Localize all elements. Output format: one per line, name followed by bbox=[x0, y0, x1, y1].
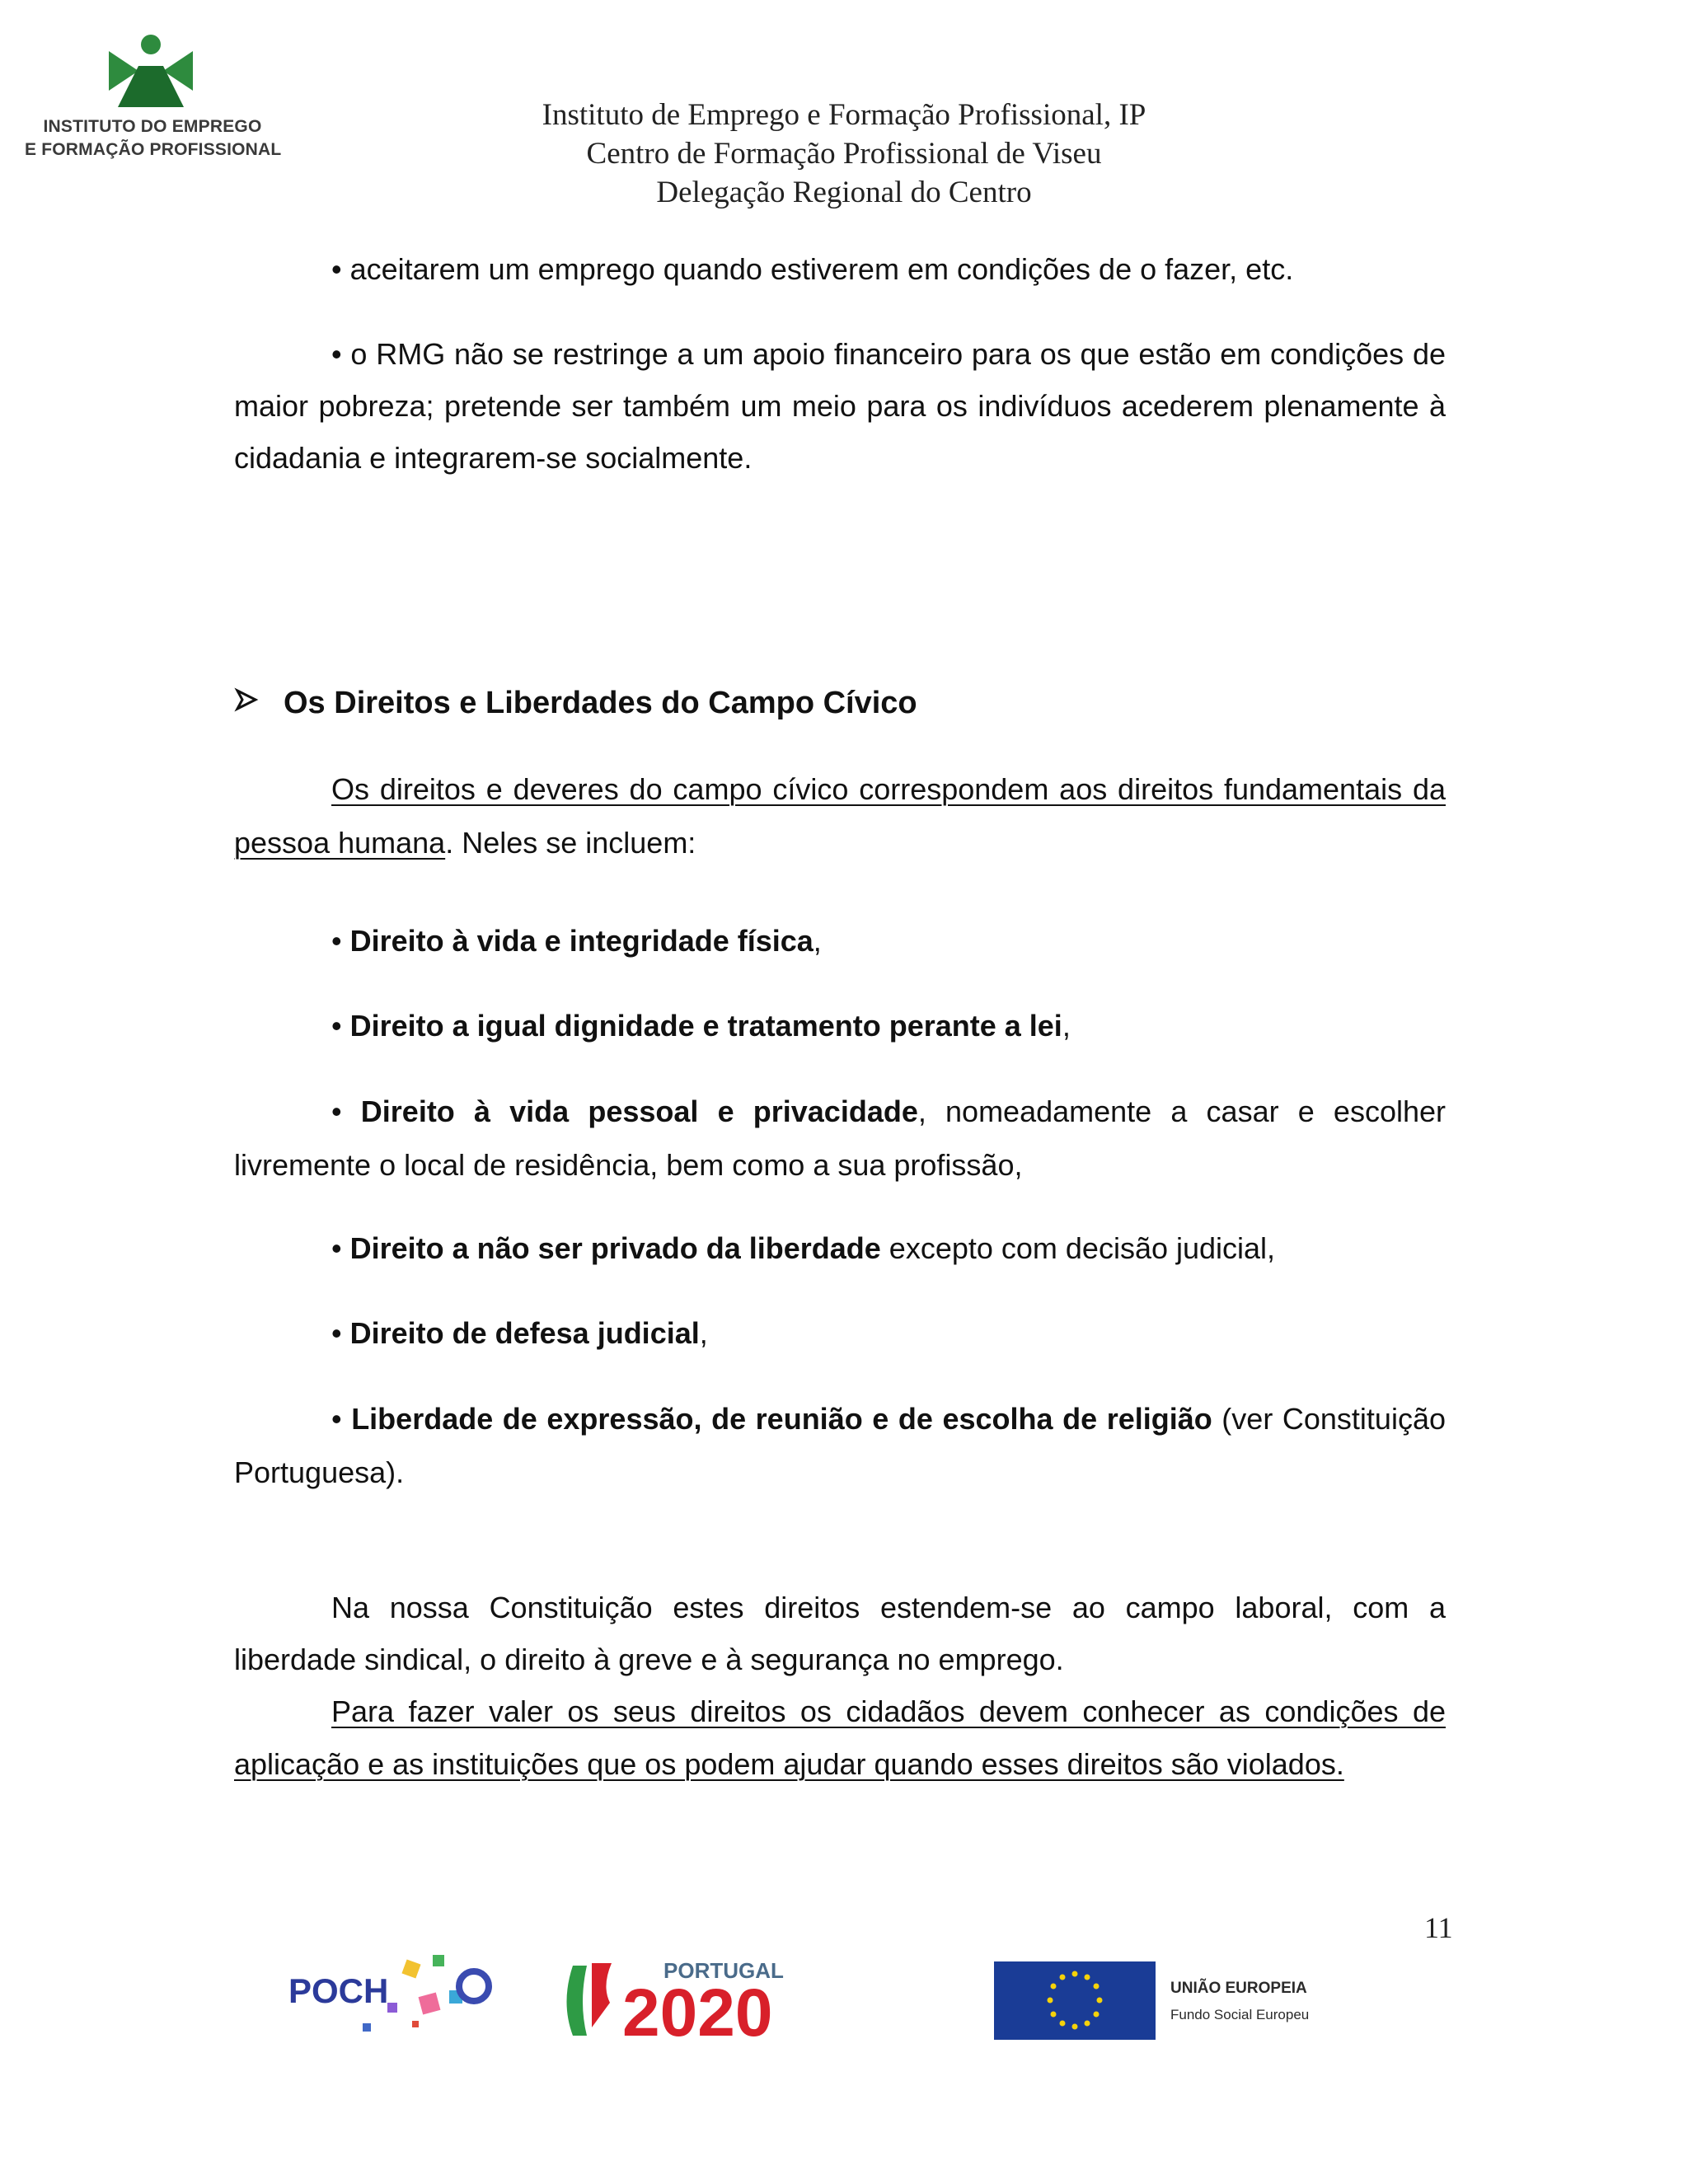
document-header bbox=[0, 96, 1688, 212]
paragraph-intro bbox=[234, 762, 1446, 869]
right-rest: excepto com decisão judicial, bbox=[880, 1231, 1276, 1265]
right-rest: , bbox=[699, 1316, 708, 1350]
section-heading bbox=[234, 677, 1446, 729]
document-body bbox=[234, 243, 1446, 1791]
intro-rest: . Neles se incluem: bbox=[445, 826, 696, 860]
poch-logo bbox=[288, 1955, 489, 2032]
section-title: Os Direitos e Liberdades do Campo Cívico bbox=[284, 686, 917, 720]
arrow-bullet-icon bbox=[234, 677, 284, 729]
right-title: Direito à vida pessoal e privacidade bbox=[360, 1094, 918, 1128]
right-item: • Liberdade de expressão, de reunião e de escolha de religião (ver Constituição Portuguesa). bbox=[234, 1402, 1446, 1489]
footer-logos bbox=[288, 1945, 1352, 2052]
portugal-year: 2020 bbox=[622, 1975, 773, 2050]
eu-label: UNIÃO EUROPEIA bbox=[1170, 1980, 1307, 1997]
logo-line-2: E FORMAÇÃO PROFISSIONAL bbox=[25, 140, 282, 159]
poch-text: POCH bbox=[288, 1971, 389, 2010]
right-title: Direito a igual dignidade e tratamento perante a lei bbox=[349, 1009, 1062, 1043]
right-title: Direito à vida e integridade física bbox=[349, 924, 814, 958]
paragraph-rmg: • o RMG não se restringe a um apoio financeiro para os que estão em condições de maior pobreza; pretende ser também um meio para os indivíduos acederem plenamente à cidadania e integrarem-se socialmente. bbox=[234, 337, 1446, 475]
right-title: Direito a não ser privado da liberdade bbox=[349, 1231, 881, 1265]
right-rest: , bbox=[1062, 1009, 1071, 1043]
right-rest: , bbox=[813, 924, 822, 958]
right-item: • Direito à vida pessoal e privacidade, nomeadamente a casar e escolher livremente o local de residência, bem como a sua profissão, bbox=[234, 1094, 1446, 1182]
header-line-3: Delegação Regional do Centro bbox=[656, 176, 1032, 209]
right-title: Liberdade de expressão, de reunião e de escolha de religião bbox=[351, 1402, 1212, 1436]
intro-underlined: Os direitos e deveres do campo cívico correspondem aos direitos fundamentais da pessoa humana bbox=[234, 772, 1446, 860]
right-item: • Direito de defesa judicial, bbox=[331, 1316, 708, 1350]
right-item: • Direito à vida e integridade física, bbox=[331, 924, 822, 958]
logo-line-1: INSTITUTO DO EMPREGO bbox=[43, 117, 262, 136]
page-number: 11 bbox=[1424, 1911, 1453, 1944]
right-item: • Direito a igual dignidade e tratamento perante a lei, bbox=[331, 1009, 1071, 1043]
paragraph-employment: • aceitarem um emprego quando estiverem em condições de o fazer, etc. bbox=[331, 252, 1294, 286]
right-item: • Direito a não ser privado da liberdade excepto com decisão judicial, bbox=[331, 1231, 1276, 1265]
funding-logos bbox=[288, 1945, 1352, 2052]
right-title: Direito de defesa judicial bbox=[349, 1316, 700, 1350]
paragraph-constitution: Na nossa Constituição estes direitos estendem-se ao campo laboral, com a liberdade sindical, o direito à greve e à segurança no emprego. bbox=[234, 1591, 1446, 1676]
eu-flag-icon bbox=[994, 1961, 1156, 2040]
header-line-1: Instituto de Emprego e Formação Profissional, IP bbox=[542, 98, 1146, 132]
header-line-2: Centro de Formação Profissional de Viseu bbox=[586, 137, 1102, 171]
paragraph-final: Para fazer valer os seus direitos os cidadãos devem conhecer as condições de aplicação e as instituições que os podem ajudar quando esses direitos são violados. bbox=[234, 1694, 1446, 1781]
portugal-label: PORTUGAL bbox=[663, 1958, 784, 1983]
right-rest: , nomeadamente a casar e escolher livremente o local de residência, bem como a sua profissão, bbox=[234, 1094, 1446, 1182]
eu-fund-label: Fundo Social Europeu bbox=[1170, 2007, 1310, 2022]
right-rest: (ver Constituição Portuguesa). bbox=[234, 1402, 1446, 1489]
portugal-2020-logo bbox=[567, 1958, 785, 2050]
